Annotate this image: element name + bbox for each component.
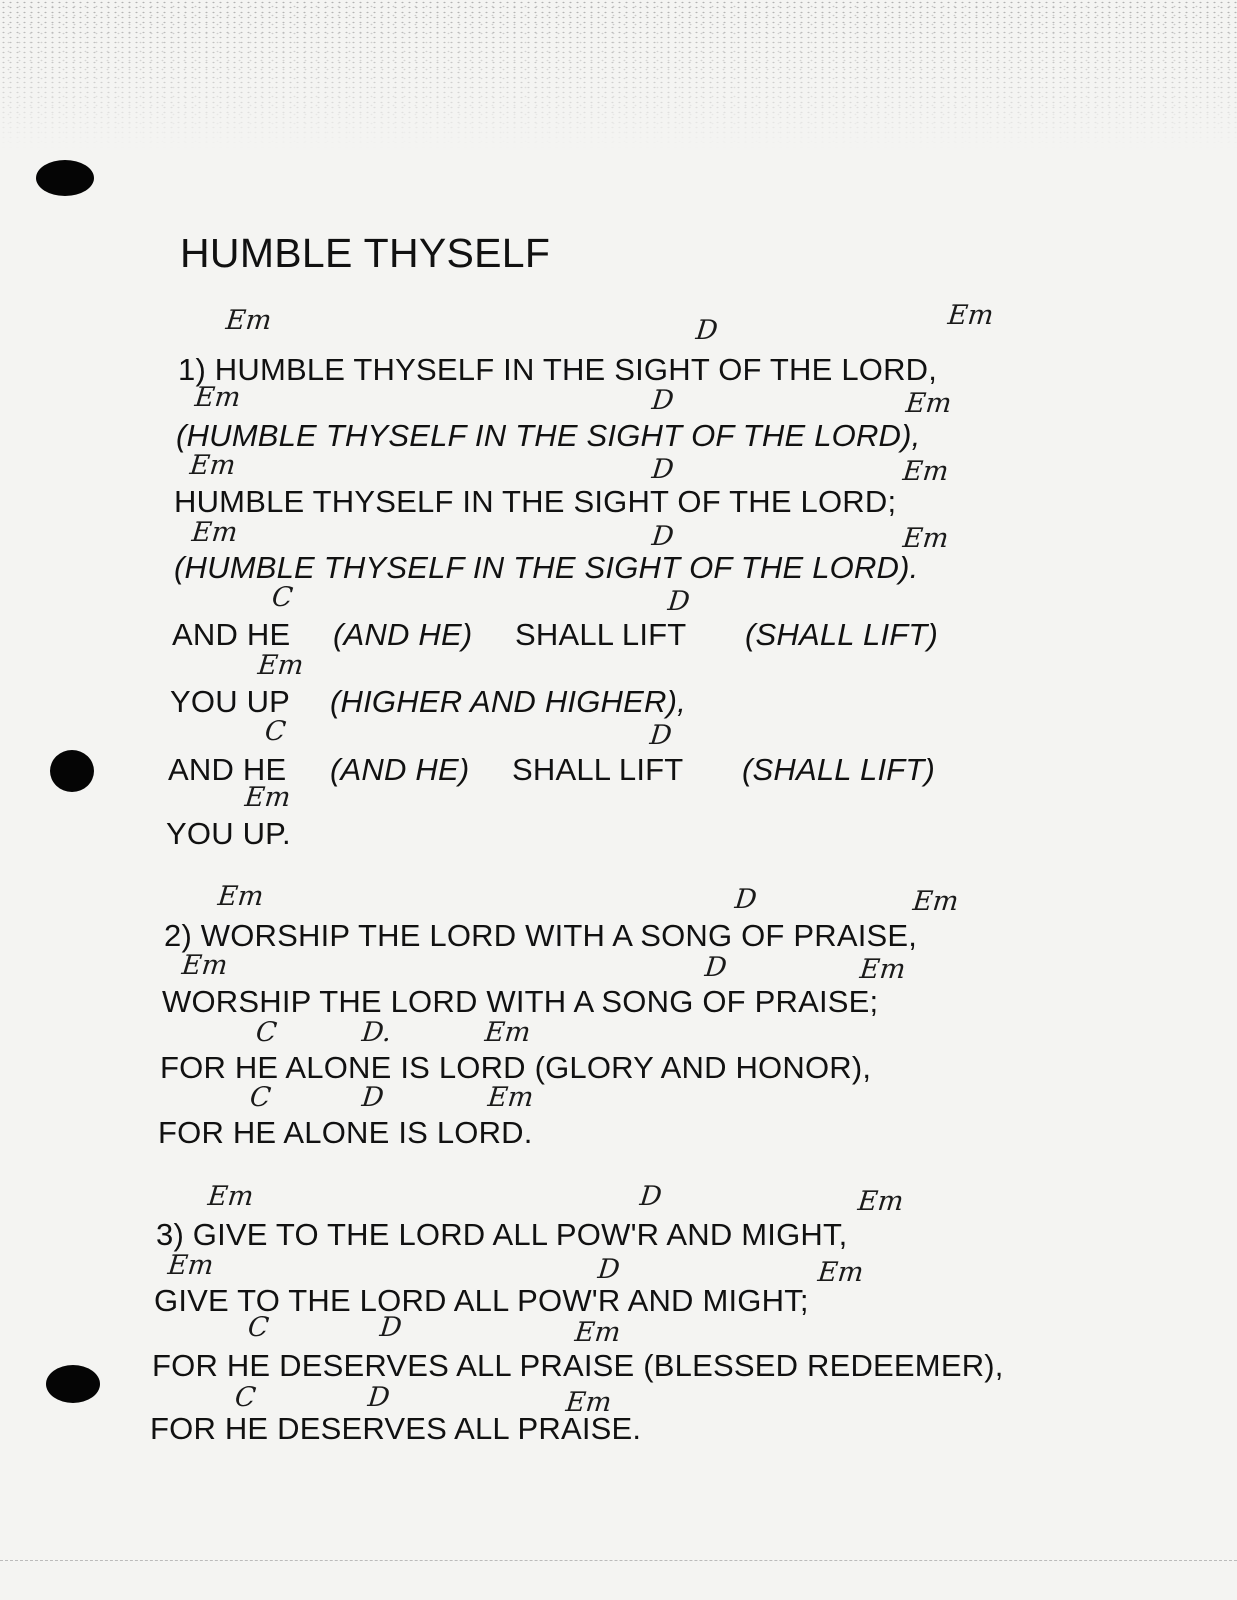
handwritten-chord: Em (166, 1250, 215, 1281)
handwritten-chord: Em (573, 1317, 622, 1348)
handwritten-chord: Em (901, 456, 950, 487)
handwritten-chord: Em (483, 1017, 532, 1048)
handwritten-chord: D (703, 952, 729, 983)
scan-noise (0, 0, 1237, 150)
punch-hole (50, 750, 94, 792)
handwritten-chord: D (378, 1312, 404, 1343)
handwritten-chord: D (596, 1254, 622, 1285)
handwritten-chord: D (650, 454, 676, 485)
lyric-line: HUMBLE THYSELF IN THE SIGHT OF THE LORD; (174, 484, 897, 519)
handwritten-chord: C (233, 1382, 258, 1413)
lyric-line: 2) WORSHIP THE LORD WITH A SONG OF PRAISE, (164, 918, 918, 953)
handwritten-chord: D (366, 1382, 392, 1413)
lyric-line: AND HE (172, 617, 291, 652)
handwritten-chord: C (270, 582, 295, 613)
lyric-line: YOU UP. (166, 816, 291, 851)
song-title: HUMBLE THYSELF (180, 230, 551, 276)
handwritten-chord: Em (190, 517, 239, 548)
handwritten-chord: Em (858, 954, 907, 985)
handwritten-chord: Em (256, 650, 305, 681)
handwritten-chord: Em (904, 388, 953, 419)
lyric-line: FOR HE DESERVES ALL PRAISE (BLESSED REDEEMER), (152, 1348, 1004, 1383)
handwritten-chord: D (360, 1082, 386, 1113)
handwritten-chord: Em (946, 300, 995, 331)
lyric-line: WORSHIP THE LORD WITH A SONG OF PRAISE; (162, 984, 879, 1019)
response-lyric: (SHALL LIFT) (742, 752, 936, 787)
handwritten-chord: D (666, 586, 692, 617)
handwritten-chord: D (650, 385, 676, 416)
handwritten-chord: Em (816, 1257, 865, 1288)
handwritten-chord: Em (911, 886, 960, 917)
lyric-line: FOR HE DESERVES ALL PRAISE. (150, 1411, 642, 1446)
handwritten-chord: Em (180, 950, 229, 981)
response-lyric: (AND HE) (333, 617, 473, 652)
handwritten-chord: Em (224, 305, 273, 336)
response-lyric: (SHALL LIFT) (745, 617, 939, 652)
handwritten-chord: D. (360, 1017, 393, 1048)
handwritten-chord: C (263, 716, 288, 747)
lyric-line: FOR HE ALONE IS LORD (GLORY AND HONOR), (160, 1050, 872, 1085)
handwritten-chord: C (248, 1082, 273, 1113)
handwritten-chord: Em (193, 382, 242, 413)
handwritten-chord: Em (206, 1181, 255, 1212)
handwritten-chord: Em (901, 523, 950, 554)
handwritten-chord: Em (564, 1387, 613, 1418)
handwritten-chord: Em (856, 1186, 905, 1217)
handwritten-chord: Em (188, 450, 237, 481)
lyric-line: YOU UP (170, 684, 291, 719)
lyric-line: SHALL LIFT (512, 752, 684, 787)
handwritten-chord: D (650, 521, 676, 552)
handwritten-chord: C (246, 1312, 271, 1343)
handwritten-chord: D (638, 1181, 664, 1212)
response-lyric: (HUMBLE THYSELF IN THE SIGHT OF THE LORD). (174, 550, 919, 585)
lyric-line: AND HE (168, 752, 287, 787)
response-lyric: (HUMBLE THYSELF IN THE SIGHT OF THE LORD), (176, 418, 921, 453)
handwritten-chord: D (648, 720, 674, 751)
punch-hole (36, 160, 94, 196)
handwritten-chord: C (254, 1017, 279, 1048)
handwritten-chord: D (733, 884, 759, 915)
lyric-line: 1) HUMBLE THYSELF IN THE SIGHT OF THE LORD, (178, 352, 938, 387)
response-lyric: (HIGHER AND HIGHER), (330, 684, 686, 719)
lyric-line: GIVE TO THE LORD ALL POW'R AND MIGHT; (154, 1283, 809, 1318)
lyric-line: 3) GIVE TO THE LORD ALL POW'R AND MIGHT, (156, 1217, 848, 1252)
handwritten-chord: Em (216, 881, 265, 912)
lyric-line: FOR HE ALONE IS LORD. (158, 1115, 533, 1150)
handwritten-chord: D (694, 315, 720, 346)
punch-hole (46, 1365, 100, 1403)
handwritten-chord: Em (486, 1082, 535, 1113)
page-edge (0, 1560, 1237, 1561)
lyric-line: SHALL LIFT (515, 617, 687, 652)
handwritten-chord: Em (243, 782, 292, 813)
response-lyric: (AND HE) (330, 752, 470, 787)
